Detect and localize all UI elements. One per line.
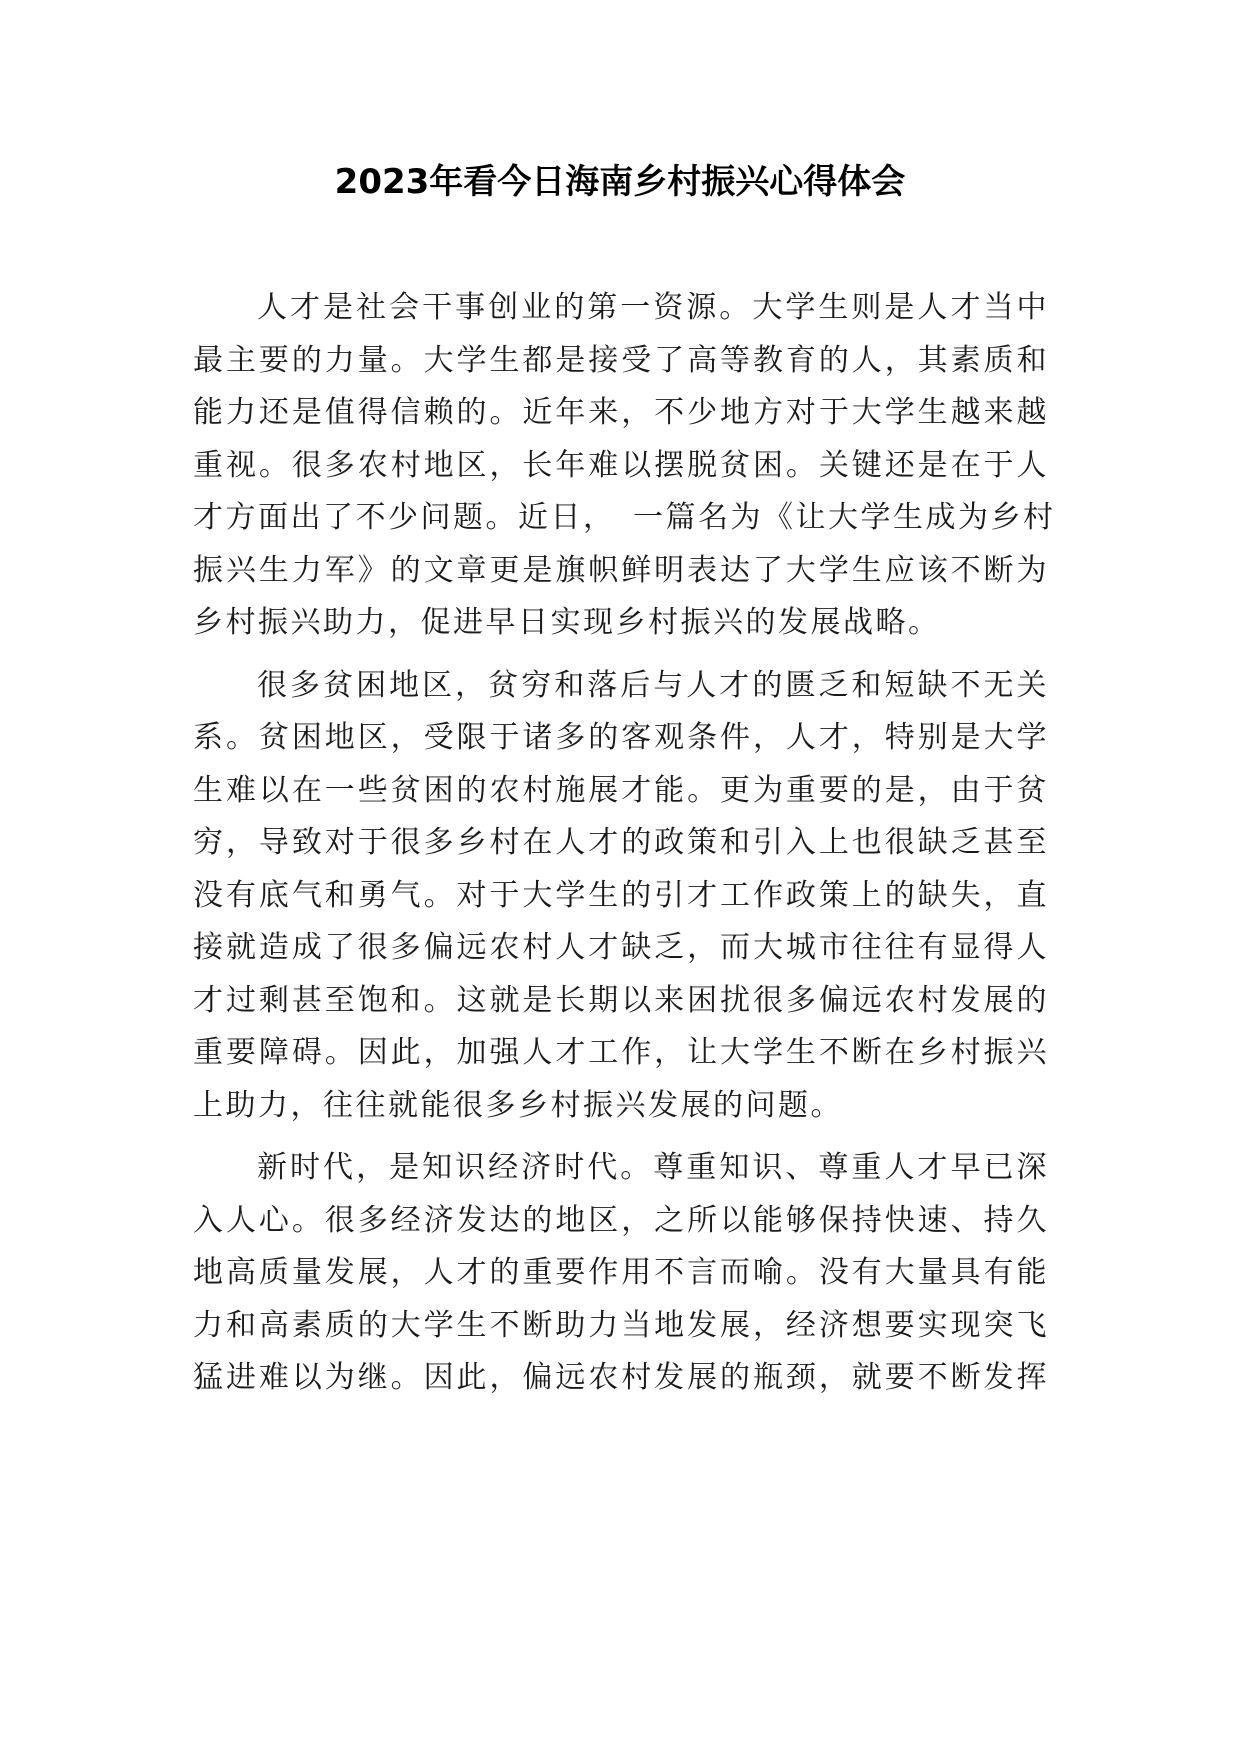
text-line: 生难以在一些贫困的农村施展才能。更为重要的是，由于贫 — [193, 772, 1049, 808]
text-line: 乡村振兴助力，促进早日实现乡村振兴的发展战略。 — [193, 605, 941, 640]
text-line: 重要障碍。因此，加强人才工作，让大学生不断在乡村振兴 — [193, 1035, 1049, 1070]
text-line: 入人心。很多经济发达的地区，之所以能够保持快速、持久 — [193, 1202, 1049, 1238]
text-line: 振兴生力军》的文章更是旗帜鲜明表达了大学生应该不断为 — [193, 552, 1049, 588]
document-title: 2023年看今日海南乡村振兴心得体会 — [334, 162, 906, 202]
text-line: 力和高素质的大学生不断助力当地发展，经济想要实现突飞 — [193, 1307, 1049, 1343]
document-body — [193, 282, 1056, 1415]
paragraph-2 — [193, 660, 1049, 1133]
paragraph-1 — [193, 282, 1056, 650]
text-line: 最主要的力量。大学生都是接受了高等教育的人，其素质和 — [193, 342, 1049, 378]
text-line: 地高质量发展，人才的重要作用不言而喻。没有大量具有能 — [193, 1255, 1049, 1290]
text-line: 人才是社会干事创业的第一资源。大学生则是人才当中 — [257, 290, 1049, 325]
text-line: 接就造成了很多偏远农村人才缺乏，而大城市往往有显得人 — [193, 930, 1049, 965]
text-line: 新时代，是知识经济时代。尊重知识、尊重人才早已深 — [257, 1150, 1049, 1185]
text-line: 重视。很多农村地区，长年难以摆脱贫困。关键还是在于人 — [193, 447, 1049, 483]
text-line: 上助力，往往就能很多乡村振兴发展的问题。 — [193, 1087, 843, 1123]
paragraph-3 — [193, 1142, 1049, 1405]
text-line: 系。贫困地区，受限于诸多的客观条件，人才，特别是大学 — [193, 720, 1049, 755]
text-line: 很多贫困地区，贫穷和落后与人才的匮乏和短缺不无关 — [257, 667, 1049, 703]
text-line: 穷，导致对于很多乡村在人才的政策和引入上也很缺乏甚至 — [193, 825, 1049, 860]
text-line: 能力还是值得信赖的。近年来，不少地方对于大学生越来越 — [193, 395, 1049, 430]
text-line: 猛进难以为继。因此，偏远农村发展的瓶颈，就要不断发挥 — [193, 1360, 1049, 1395]
text-line: 没有底气和勇气。对于大学生的引才工作政策上的缺失，直 — [193, 877, 1049, 913]
text-line: 才方面出了不少问题。近日， 一篇名为《让大学生成为乡村 — [193, 500, 1056, 535]
text-line: 才过剩甚至饱和。这就是长期以来困扰很多偏远农村发展的 — [193, 982, 1049, 1018]
